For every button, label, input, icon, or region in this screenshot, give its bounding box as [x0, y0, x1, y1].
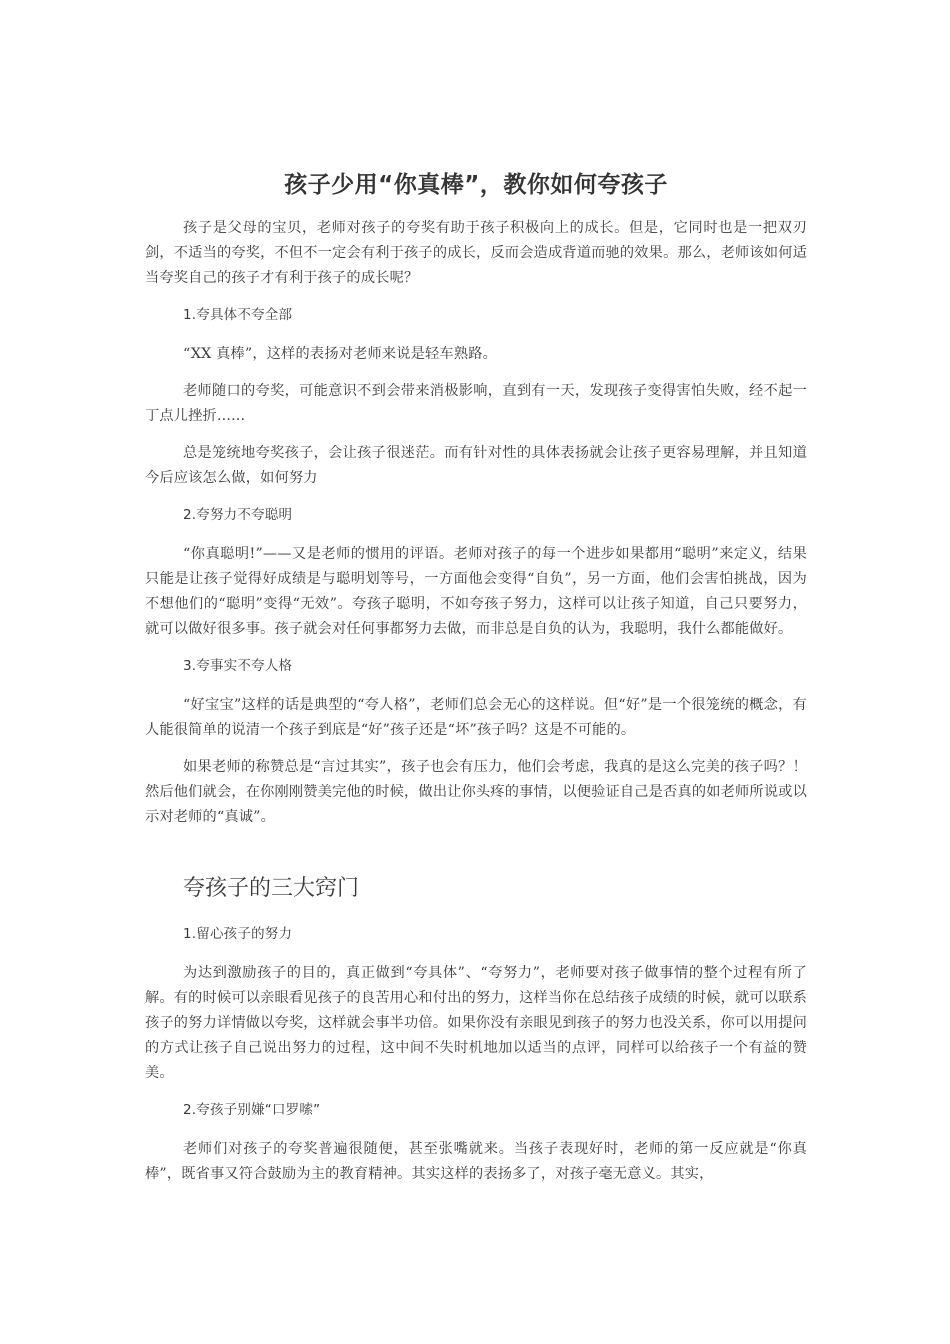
tip2-heading: 2.夸孩子别嫌“口罗嗦”	[183, 1102, 321, 1118]
part1-paragraph-1: “XX 真棒”，这样的表扬对老师来说是轻车熟路。	[183, 346, 497, 362]
document-title: 孩子少用“你真棒”，教你如何夸孩子	[284, 172, 668, 198]
tip2-paragraph-1: 老师们对孩子的夸奖普遍很随便，甚至张嘴就来。当孩子表现好时，老师的第一反应就是“你真棒”，既省事又符合鼓励为主的教育精神。其实这样的表扬多了，对孩子毫无意义。其实，	[145, 1141, 807, 1182]
document-body	[145, 216, 807, 1199]
section2-heading: 夸孩子的三大窍门	[183, 876, 360, 901]
part3-heading: 3.夸事实不夸人格	[183, 658, 293, 674]
part1-paragraph-3: 总是笼统地夸奖孩子，会让孩子很迷茫。而有针对性的具体表扬就会让孩子更容易理解，并且知道今后应该怎么做，如何努力	[145, 445, 807, 486]
part3-paragraph-1: “好宝宝”这样的话是典型的“夸人格”，老师们总会无心的这样说。但“好”是一个很笼统的概念，有人能很简单的说清一个孩子到底是“好”孩子还是“坏”孩子吗？这是不可能的。	[145, 697, 807, 738]
tip1-heading: 1.留心孩子的努力	[183, 926, 293, 942]
part1-heading: 1.夸具体不夸全部	[183, 307, 293, 323]
intro-paragraph: 孩子是父母的宝贝，老师对孩子的夸奖有助于孩子积极向上的成长。但是，它同时也是一把双刃剑，不适当的夸奖，不但不一定会有利于孩子的成长，反而会造成背道而驰的效果。那么，老师该如何适当夸奖自己的孩子才有利于孩子的成长呢？	[145, 220, 807, 286]
part3-paragraph-2: 如果老师的称赞总是“言过其实”，孩子也会有压力，他们会考虑，我真的是这么完美的孩子吗？！然后他们就会，在你刚刚赞美完他的时候，做出让你头疼的事情，以便验证自己是否真的如老师所说或以示对老师的“真诚”。	[145, 759, 807, 825]
tip1-paragraph-1: 为达到激励孩子的目的，真正做到“夸具体”、“夸努力”，老师要对孩子做事情的整个过程有所了解。有的时候可以亲眼看见孩子的良苦用心和付出的努力，这样当你在总结孩子成绩的时候，就可以联系孩子的努力详情做以夸奖，这样就会事半功倍。如果你没有亲眼见到孩子的努力也没关系，你可以用提问的方式让孩子自己说出努力的过程，这中间不失时机地加以适当的点评，同样可以给孩子一个有益的赞美。	[145, 965, 807, 1081]
part1-paragraph-2: 老师随口的夸奖，可能意识不到会带来消极影响，直到有一天，发现孩子变得害怕失败，经不起一丁点儿挫折......	[145, 383, 807, 424]
part2-heading: 2.夸努力不夸聪明	[183, 507, 293, 523]
part2-paragraph-1: “你真聪明!”——又是老师的惯用的评语。老师对孩子的每一个进步如果都用“聪明”来定义，结果只能是让孩子觉得好成绩是与聪明划等号，一方面他会变得“自负”，另一方面，他们会害怕挑战，因为不想他们的“聪明”变得“无效”。夸孩子聪明，不如夸孩子努力，这样可以让孩子知道，自己只要努力，就可以做好很多事。孩子就会对任何事都努力去做，而非总是自负的认为，我聪明，我什么都能做好。	[145, 546, 807, 637]
